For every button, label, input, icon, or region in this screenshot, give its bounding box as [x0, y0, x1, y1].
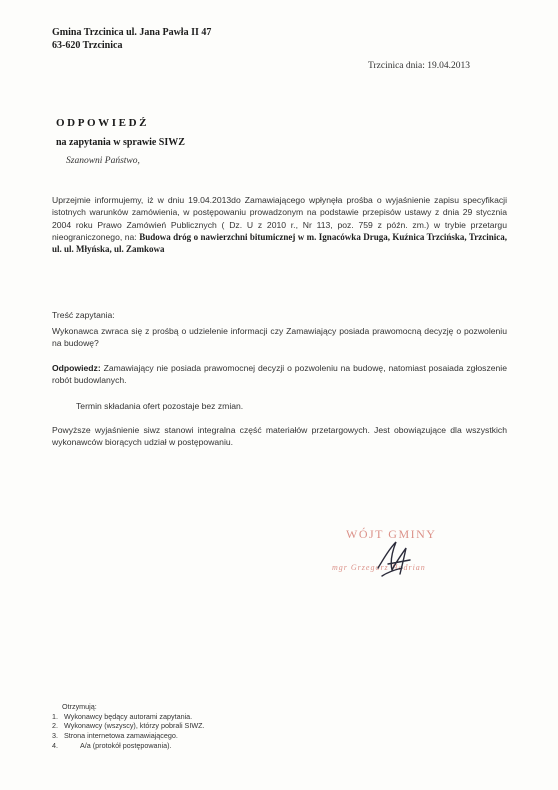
stamp-signature-graphic [318, 518, 458, 588]
sender-line-2: 63-620 Trzcinica [52, 40, 123, 51]
sender-line-1: Gmina Trzcinica ul. Jana Pawła II 47 [52, 27, 212, 38]
distribution-item [52, 731, 205, 741]
item-text: Wykonawcy będący autorami zapytania. [64, 711, 193, 721]
question-label: Treść zapytania: [52, 310, 115, 320]
intro-text: Uprzejmie informujemy, iż w dniu 19.04.2013do Zamawiającego wpłynęła prośba o wyjaśnienie zapisu specyfikacji istotnych warunków zamówienia, w postępowaniu prowadzonym na podstawie przepisów ustawy z dnia 29 stycznia 2004 roku Prawo Zamówień Publicznych ( Dz. U z 2010 r., Nr 113, poz. 759 z późn. zm.) w trybie przetargu nieograniczonego, na: [52, 195, 507, 242]
item-number: 1. [52, 711, 58, 721]
document-date: Trzcinica dnia: 19.04.2013 [368, 61, 471, 71]
distribution-item [52, 712, 205, 722]
document-subtitle: na zapytania w sprawie SIWZ [56, 137, 185, 148]
item-text: Strona internetowa zamawiającego. [64, 731, 178, 741]
item-number: 2. [52, 721, 58, 731]
closing-paragraph: Powyższe wyjaśnienie siwz stanowi integralna część materiałów przetargowych. Jest obowiązujące dla wszystkich wykonawców biorących udział w postępowaniu. [52, 425, 507, 448]
sender-address [52, 26, 211, 52]
salutation: Szanowni Państwo, [66, 156, 140, 166]
stamp-title: WÓJT GMINY [346, 527, 437, 541]
answer-label: Odpowiedz: [52, 363, 101, 373]
answer-text: Zamawiający nie posiada prawomocnej decyzji o pozwoleniu na budowę, natomiast posaiada zgłoszenie robót budowlanych. [52, 363, 507, 386]
item-number: 3. [52, 731, 58, 741]
stamp-name: mgr Grzegorz Hadrian [332, 563, 426, 572]
distribution-item [52, 721, 205, 731]
distribution-item [52, 741, 205, 751]
intro-paragraph [52, 194, 507, 255]
item-number: 4. [52, 740, 58, 750]
contract-name: Budowa dróg o nawierzchni bitumicznej w m. Ignacówka Druga, Kuźnica Trzcińska, Trzcinica, ul. ul. Młyńska, ul. Zamkowa [52, 231, 507, 255]
deadline-note: Termin składania ofert pozostaje bez zmian. [76, 401, 244, 411]
item-text: A/a (protokół postępowania). [80, 740, 172, 750]
answer-paragraph [52, 362, 507, 387]
distribution-heading: Otrzymują: [62, 702, 97, 711]
question-text: Wykonawca zwraca się z prośbą o udzielenie informacji czy Zamawiający posiada prawomocną decyzję o pozwoleniu na budowę? [52, 326, 507, 349]
item-text: Wykonawcy (wszyscy), którzy pobrali SIWZ. [64, 721, 205, 731]
official-stamp [318, 518, 458, 588]
document-title: ODPOWIEDŹ [56, 117, 150, 129]
distribution-list [52, 702, 205, 751]
